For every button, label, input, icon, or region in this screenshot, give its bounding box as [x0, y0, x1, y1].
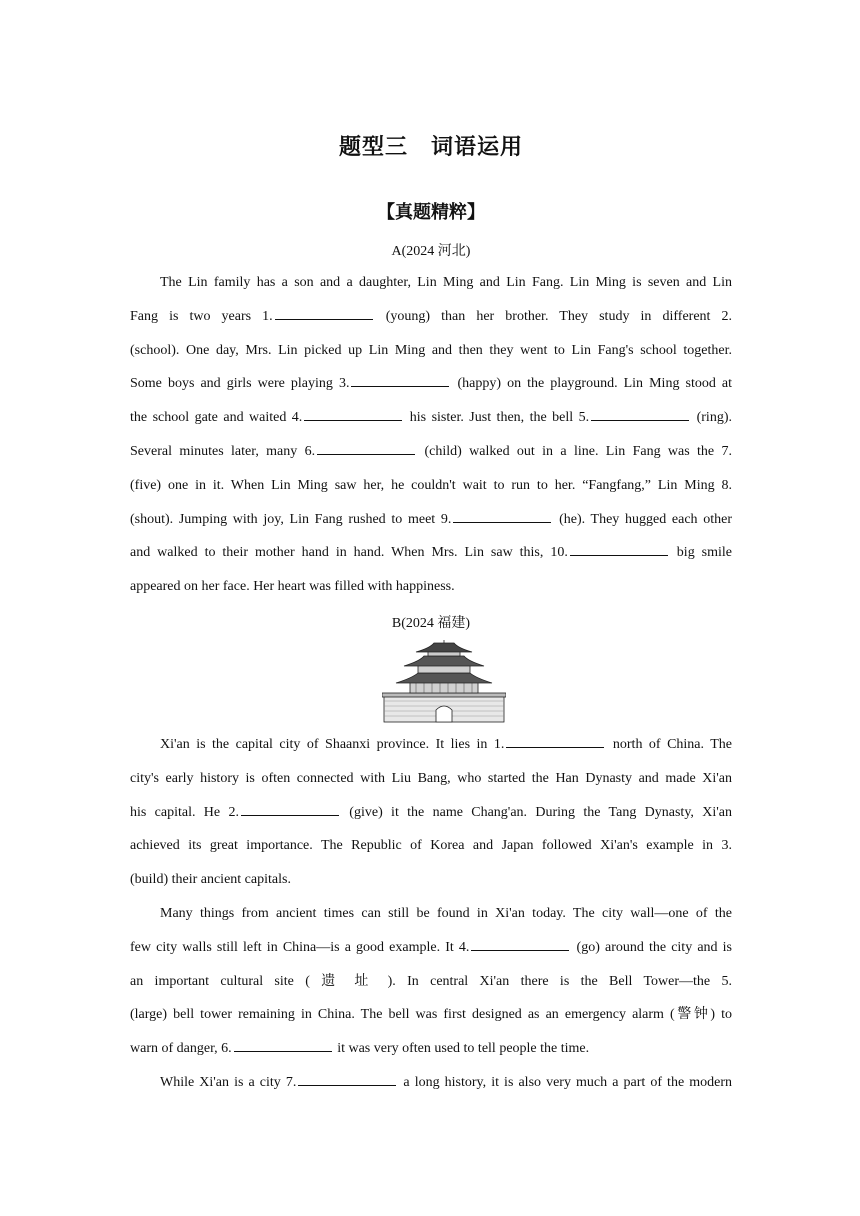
text-segment: city's early history is often connected with Liu Bang, who started the Han Dynasty and made Xi'an	[130, 770, 732, 786]
answer-blank[interactable]	[570, 541, 668, 556]
text-line	[130, 1066, 732, 1100]
answer-blank[interactable]	[317, 440, 415, 455]
passage-b-paragraph-1	[130, 728, 732, 897]
answer-blank[interactable]	[304, 406, 402, 421]
answer-blank[interactable]	[471, 936, 569, 951]
text-segment: Fang is two years 1.	[130, 308, 273, 324]
text-segment: (give) it the name Chang'an. During the Tang Dynasty, Xi'an	[340, 804, 732, 820]
text-segment: it was very often used to tell people the time.	[333, 1041, 590, 1057]
text-segment: and walked to their mother hand in hand. When Mrs. Lin saw this, 10.	[130, 545, 568, 561]
section-heading: 【真题精粹】	[377, 202, 485, 223]
passage-a-label: A(2024 河北)	[391, 244, 471, 259]
text-segment: While Xi'an is a city 7.	[160, 1075, 297, 1090]
text-line	[130, 401, 732, 435]
text-line	[130, 469, 732, 503]
text-segment: (ring).	[691, 410, 732, 426]
text-segment: an important cultural site ( 遗 址 ). In central Xi'an there is the Bell Tower—the 5.	[130, 973, 732, 989]
text-segment: (he). They hugged each other	[553, 511, 732, 527]
text-segment: (shout). Jumping with joy, Lin Fang rushed to meet 9.	[130, 511, 452, 527]
text-segment: (five) one in it. When Lin Ming saw her, he couldn't wait to run to her. “Fangfang,” Lin Ming 8.	[130, 477, 732, 493]
text-line	[130, 536, 732, 570]
passage-b-paragraph-3	[130, 1066, 732, 1100]
answer-blank[interactable]	[591, 406, 689, 421]
text-line	[130, 829, 732, 863]
text-line	[130, 897, 732, 931]
text-line	[130, 998, 732, 1032]
text-segment: achieved its great importance. The Republic of Korea and Japan followed Xi'an's example in 3.	[130, 838, 732, 854]
text-line	[130, 435, 732, 469]
text-segment: (child) walked out in a line. Lin Fang was the 7.	[417, 443, 732, 459]
text-line	[130, 863, 732, 897]
text-segment: The Lin family has a son and a daughter, Lin Ming and Lin Fang. Lin Ming is seven and Lin	[160, 275, 732, 290]
text-segment: (school). One day, Mrs. Lin picked up Lin Ming and then they went to Lin Fang's school together.	[130, 342, 732, 358]
text-line	[130, 334, 732, 368]
text-line	[130, 266, 732, 300]
text-segment: Some boys and girls were playing 3.	[130, 376, 350, 392]
text-segment: the school gate and waited 4.	[130, 410, 303, 426]
bell-tower-icon	[382, 640, 506, 724]
text-segment: (happy) on the playground. Lin Ming stood at	[451, 376, 732, 392]
text-segment: a long history, it is also very much a part of the modern	[398, 1075, 732, 1090]
text-line	[130, 367, 732, 401]
passage-b-paragraph-2	[130, 897, 732, 1066]
text-segment: appeared on her face. Her heart was filled with happiness.	[130, 579, 455, 595]
text-segment: (go) around the city and is	[571, 939, 732, 955]
text-line	[130, 965, 732, 999]
passage-a-text	[130, 266, 732, 604]
text-line	[130, 796, 732, 830]
answer-blank[interactable]	[298, 1071, 396, 1086]
text-segment: warn of danger, 6.	[130, 1041, 232, 1057]
answer-blank[interactable]	[241, 801, 339, 816]
answer-blank[interactable]	[506, 733, 604, 748]
text-line	[130, 570, 732, 604]
text-segment: few city walls still left in China—is a good example. It 4.	[130, 939, 470, 955]
text-segment: (large) bell tower remaining in China. The bell was first designed as an emergency alarm (警钟) to	[130, 1007, 732, 1023]
text-segment: Xi'an is the capital city of Shaanxi province. It lies in 1.	[160, 737, 505, 752]
answer-blank[interactable]	[453, 508, 551, 523]
text-segment: (young) than her brother. They study in different 2.	[374, 308, 732, 324]
answer-blank[interactable]	[234, 1037, 332, 1052]
text-line	[130, 1032, 732, 1066]
text-segment: his capital. He 2.	[130, 804, 239, 820]
passage-b-label: B(2024 福建)	[391, 616, 471, 631]
text-line	[130, 728, 732, 762]
text-line	[130, 931, 732, 965]
text-segment: north of China. The	[606, 737, 732, 752]
answer-blank[interactable]	[351, 372, 449, 387]
text-line	[130, 503, 732, 537]
text-segment: big smile	[669, 545, 732, 561]
page-title: 题型三 词语运用	[338, 135, 523, 160]
text-segment: Many things from ancient times can still be found in Xi'an today. The city wall—one of the	[160, 906, 732, 921]
answer-blank[interactable]	[275, 305, 373, 320]
text-line	[130, 762, 732, 796]
text-segment: (build) their ancient capitals.	[130, 872, 291, 888]
text-segment: Several minutes later, many 6.	[130, 443, 316, 459]
text-line	[130, 300, 732, 334]
text-segment: his sister. Just then, the bell 5.	[404, 410, 590, 426]
